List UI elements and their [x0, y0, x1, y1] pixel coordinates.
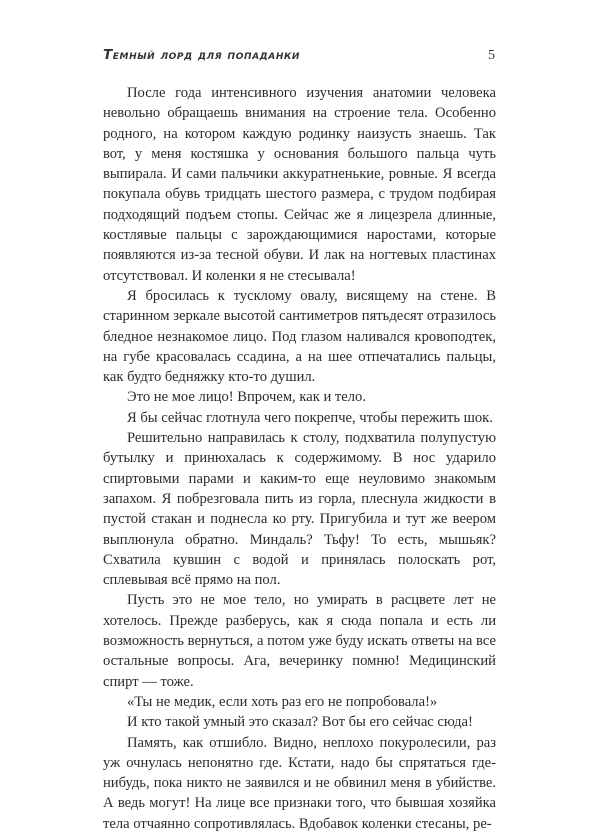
- running-header: [103, 47, 495, 69]
- paragraph: Пусть это не мое тело, но умирать в расцвете лет не хотелось. Прежде разберусь, как я сюда попала и есть ли возможность вернуться, а потом уже буду искать ответы на все остальные вопросы. Ага, вечеринку помню! Медицинский спирт — тоже.: [103, 592, 496, 690]
- paragraph: Память, как отшибло. Видно, неплохо покуролесили, раз уж очнулась непонятно где. Кстати, надо бы спрятаться где-нибудь, пока никто не заявился и не обвинил меня в убийстве. А ведь могут! На лице все признаки того, что бывшая хозяйка тела отчаянно сопротивлялась. Вдобавок коленки стесаны, ре-: [103, 734, 496, 832]
- paragraph: После года интенсивного изучения анатомии человека невольно обращаешь внимания на строение тела. Особенно родного, на котором каждую родинку наизусть знаешь. Так вот, у меня костяшка у основания большого пальца чуть выпирала. И сами пальчики аккуратненькие, ровные. Я всегда покупала обувь тридцать шестого размера, с трудом подбирая подходящий подъем стопы. Сейчас же я лицезрела длинные, костлявые пальцы с зарождающимися наростами, которые появляются из-за тесной обуви. И лак на ногтевых пластинах отсутствовал. И коленки я не стесывала!: [103, 85, 496, 284]
- book-title: Темный лорд для попаданки: [103, 47, 301, 63]
- paragraph: Я бросилась к тусклому овалу, висящему на стене. В старинном зеркале высотой сантиметров пятьдесят отразилось бледное незнакомое лицо. Под глазом наливался кровоподтек, на губе красовалась ссадина, а на шее отпечатались пальцы, как будто бедняжку кто-то душил.: [103, 287, 496, 386]
- text-body: [103, 83, 496, 834]
- paragraph: И кто такой умный это сказал? Вот бы его сейчас сюда!: [127, 714, 473, 731]
- paragraph: «Ты не медик, если хоть раз его не попробовала!»: [127, 693, 438, 710]
- page-number: 5: [488, 48, 495, 63]
- paragraph: Это не мое лицо! Впрочем, как и тело.: [127, 389, 366, 406]
- paragraph: Я бы сейчас глотнула чего покрепче, чтобы пережить шок.: [127, 409, 493, 426]
- paragraph: Решительно направилась к столу, подхватила полупустую бутылку и принюхалась к содержимому. В нос ударило спиртовыми парами и каким-то еще неуловимо знакомым запахом. Я побрезговала пить из горла, плеснула жидкости в пустой стакан и поднесла ко рту. Пригубила и тут же веером выплюнула обратно. Миндаль? Тьфу! То есть, мышьяк? Схватила кувшин с водой и принялась полоскать рот, сплевывая всё прямо на пол.: [103, 430, 496, 589]
